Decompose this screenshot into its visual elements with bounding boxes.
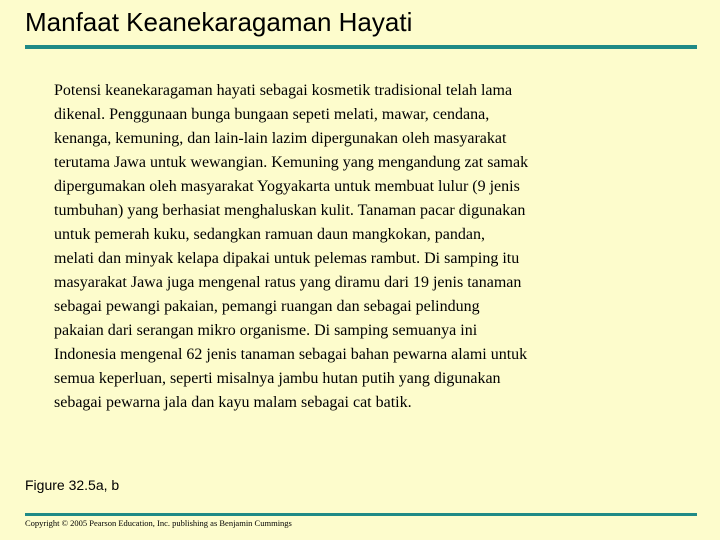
body-line: melati dan minyak kelapa dipakai untuk pelemas rambut. Di samping itu (54, 250, 520, 267)
body-line: kenanga, kemuning, dan lain-lain lazim dipergunakan oleh masyarakat (54, 130, 507, 147)
body-line: dikenal. Penggunaan bunga bungaan sepeti melati, mawar, cendana, (54, 106, 490, 123)
body-line: tumbuhan) yang berhasiat menghaluskan kulit. Tanaman pacar digunakan (54, 202, 526, 219)
body-line: Potensi keanekaragaman hayati sebagai kosmetik tradisional telah lama (54, 82, 513, 99)
body-paragraph (54, 79, 528, 415)
body-line: sebagai pewarna jala dan kayu malam sebagai cat batik. (54, 394, 412, 411)
copyright-notice: Copyright © 2005 Pearson Education, Inc. publishing as Benjamin Cummings (25, 518, 292, 528)
slide-title: Manfaat Keanekaragaman Hayati (25, 7, 413, 37)
body-line: dipergumakan oleh masyarakat Yogyakarta untuk membuat lulur (9 jenis (54, 178, 520, 195)
title-divider (25, 45, 697, 49)
body-line: terutama Jawa untuk wewangian. Kemuning yang mengandung zat samak (54, 154, 529, 171)
figure-caption: Figure 32.5a, b (25, 477, 120, 493)
body-line: untuk pemerah kuku, sedangkan ramuan daun mangkokan, pandan, (54, 226, 485, 243)
footer-divider (25, 513, 697, 516)
body-line: Indonesia mengenal 62 jenis tanaman sebagai bahan pewarna alami untuk (54, 346, 528, 363)
body-line: semua keperluan, seperti misalnya jambu hutan putih yang digunakan (54, 370, 501, 387)
body-line: sebagai pewangi pakaian, pemangi ruangan dan sebagai pelindung (54, 298, 480, 315)
body-line: pakaian dari serangan mikro organisme. Di samping semuanya ini (54, 322, 478, 339)
body-line: masyarakat Jawa juga mengenal ratus yang diramu dari 19 jenis tanaman (54, 274, 522, 291)
